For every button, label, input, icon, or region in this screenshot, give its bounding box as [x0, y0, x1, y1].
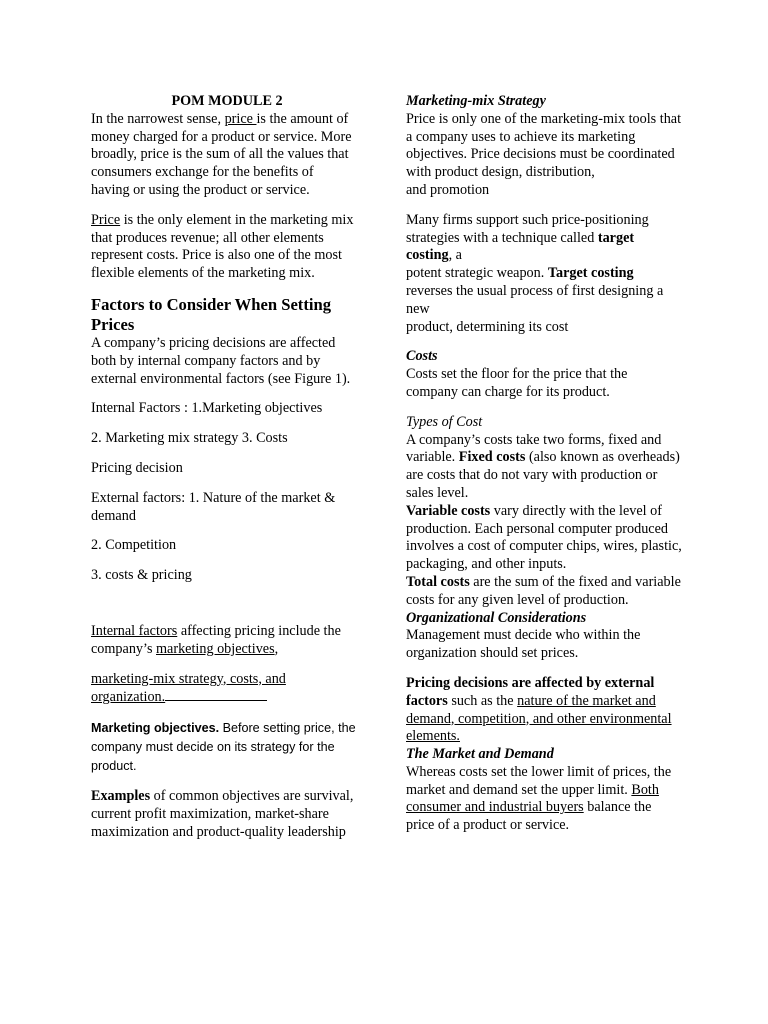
- internal-factors-line: Internal Factors : 1.Marketing objectives: [91, 400, 323, 417]
- target-costing-paragraph: [406, 212, 682, 337]
- left-column: [91, 93, 363, 842]
- text: is the only element in the marketing mix that produces revenue; all other elements: [91, 211, 354, 246]
- pricing-decision-label: Pricing decision: [91, 459, 183, 476]
- text: affecting pricing include the company’s: [91, 622, 341, 657]
- costs-pricing-line: 3. costs & pricing: [91, 567, 192, 584]
- text: A company’s costs take two forms, fixed and variable.: [406, 431, 662, 466]
- document-title: POM MODULE 2: [171, 93, 283, 109]
- underlined-text: price: [224, 110, 257, 127]
- underlined-text: Price: [91, 211, 121, 228]
- text: balance the price of a product or service.: [406, 799, 652, 834]
- bold-text: Pricing decisions are affected by external factors: [406, 674, 655, 709]
- text: Many firms support such price-positioning strategies with a technique called: [406, 211, 649, 246]
- marketing-objectives-paragraph: [91, 719, 363, 776]
- heading-types-of-cost: Types of Cost: [406, 413, 483, 430]
- text: Whereas costs set the lower limit of prices, the market and demand set the upper limit.: [406, 763, 672, 798]
- price-definition-paragraph: [91, 111, 363, 200]
- costs-paragraph: Costs set the floor for the price that the company can charge for its product.: [406, 366, 628, 400]
- text: represent costs. Price is also one of the most flexible elements of the marketing mix.: [91, 247, 342, 282]
- internal-factors-line-2: 2. Marketing mix strategy 3. Costs: [91, 430, 288, 447]
- bold-text: Marketing objectives.: [91, 721, 220, 736]
- market-demand-paragraph: [406, 764, 682, 835]
- text: reverses the usual process of first designing a new: [406, 282, 664, 317]
- underlined-text: Both consumer and industrial buyers: [406, 781, 659, 816]
- text: Before setting price, the company must decide on its strategy for the product.: [91, 721, 356, 774]
- underlined-text: nature of the market and demand, competition, and other environmental elements.: [406, 692, 672, 745]
- underlined-text: marketing-mix strategy, costs, and organization.: [91, 670, 286, 706]
- text: product, determining its cost: [406, 318, 569, 335]
- text: vary directly with the level of production. Each personal computer produced involves a cost of computer chips, wires, plastic, packaging, and other inputs.: [406, 502, 682, 573]
- fixed-costs-paragraph: [406, 432, 682, 503]
- text: of common objectives are survival, current profit maximization, market-share maximization and product-quality leadership: [91, 788, 354, 840]
- total-costs-paragraph: [406, 574, 682, 610]
- text: , a: [448, 247, 462, 264]
- text: are the sum of the fixed and variable costs for any given level of production.: [406, 573, 681, 608]
- marketing-mix-paragraph: [406, 111, 682, 200]
- section-heading-factors: Factors to Consider When Setting Prices: [91, 294, 331, 334]
- text: having or using the product or service.: [91, 181, 310, 198]
- text: (also known as overheads) are costs that do not vary with production or sales level.: [406, 449, 680, 501]
- price-revenue-paragraph: [91, 212, 363, 283]
- bold-text: Target costing: [547, 265, 634, 282]
- bold-text: Total costs: [406, 573, 470, 590]
- blank-underline: [165, 688, 267, 701]
- underlined-text: marketing objectives: [156, 640, 275, 657]
- examples-paragraph: [91, 788, 363, 841]
- heading-market-and-demand: The Market and Demand: [406, 746, 554, 763]
- external-factors-line: External factors: 1. Nature of the market & demand: [91, 489, 336, 524]
- bold-text: Variable costs: [406, 502, 491, 519]
- internal-factors-list: [91, 671, 363, 708]
- heading-costs: Costs: [406, 348, 438, 365]
- heading-marketing-mix-strategy: Marketing-mix Strategy: [406, 93, 546, 109]
- text: ,: [274, 640, 279, 657]
- external-factors-paragraph: [406, 675, 682, 746]
- text: is the amount of money charged for a product or service. More broadly, price is the sum of all the values that consumers exchange for the benefits of: [91, 110, 352, 181]
- bold-text: target costing: [406, 229, 635, 264]
- text: In the narrowest sense,: [91, 110, 225, 127]
- text: such as the: [447, 692, 518, 709]
- bold-text: Examples: [91, 788, 151, 805]
- text: Price is only one of the marketing-mix tools that a company uses to achieve its marketing objectives. Price decisions must be coordinated with product design, distribution,: [406, 110, 682, 181]
- pricing-decisions-paragraph: A company’s pricing decisions are affected both by internal company factors and by external environmental factors (see Figure 1).: [91, 334, 351, 387]
- underlined-text: Internal factors: [91, 622, 178, 639]
- competition-line: 2. Competition: [91, 537, 177, 554]
- internal-factors-paragraph: [91, 623, 363, 659]
- bold-text: Fixed costs: [458, 449, 526, 466]
- text: potent strategic weapon.: [406, 265, 548, 282]
- variable-costs-paragraph: [406, 503, 682, 574]
- text: and promotion: [406, 181, 490, 198]
- organizational-paragraph: Management must decide who within the organization should set prices.: [406, 627, 641, 662]
- right-column: [406, 93, 682, 835]
- heading-organizational-considerations: Organizational Considerations: [406, 609, 587, 626]
